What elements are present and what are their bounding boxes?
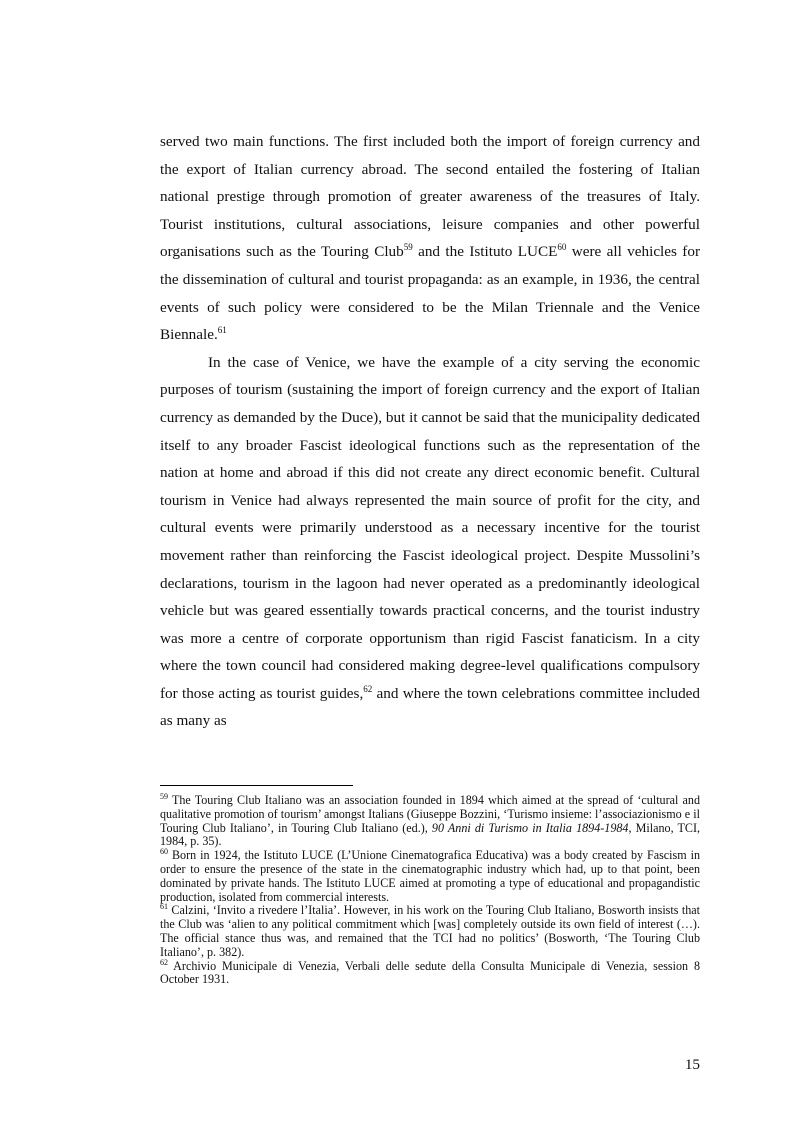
body-text xyxy=(160,128,700,735)
footnote-text: Archivio Municipale di Venezia, Verbali delle sedute della Consulta Municipale di Venezia, session 8 October 1931. xyxy=(160,958,700,987)
footnote-61 xyxy=(160,904,700,959)
footnote-number: 62 xyxy=(160,957,168,967)
footnote-ref-62[interactable]: 62 xyxy=(363,683,373,694)
paragraph-1-text: and the Istituto LUCE xyxy=(412,243,558,261)
footnote-ref-59[interactable]: 59 xyxy=(403,242,413,253)
paragraph-2 xyxy=(160,349,700,735)
footnote-number: 61 xyxy=(160,902,168,912)
paragraph-1-text: were all vehicles for the dissemination of cultural and tourist propaganda: as an example, in 1936, the central events of such policy were considered to be the Milan Triennale and the Venice Biennale. xyxy=(160,243,701,344)
paragraph-1 xyxy=(160,128,700,349)
footnote-text: Calzini, ‘Invito a rivedere l’Italia’. However, in his work on the Touring Club Italiano, Bosworth insists that the Club was ‘alien to any political commitment which [was] completely outside its own field of interest (…). The official stance thus was, and remained that the TCI had no politics’ (Bosworth, ‘The Touring Club Italiano’, p. 382). xyxy=(160,903,700,959)
footnote-text: The Touring Club Italiano was an association founded in 1894 which aimed at the spread of ‘cultural and qualitative promotion of tourism’ amongst Italians (Giuseppe Bozzini, ‘Turismo insieme: l’associazionismo e il Touring Club Italiano’, in Touring Club Italiano (ed.), xyxy=(160,793,700,835)
footnote-62 xyxy=(160,957,700,988)
footnote-60 xyxy=(160,849,700,904)
footnote-number: 59 xyxy=(160,791,168,801)
footnote-ref-61[interactable]: 61 xyxy=(217,325,227,336)
footnote-text: Born in 1924, the Istituto LUCE (L’Unione Cinematografica Educativa) was a body created by Fascism in order to ensure the presence of the state in the cinematographic industry which had, up to that point, been dominated by private hands. The Istituto LUCE aimed at promoting a type of educational and propagandistic production, isolated from commercial interests. xyxy=(160,848,700,904)
footnote-number: 60 xyxy=(160,847,168,857)
footnote-text: , Milano, TCI, 1984, p. 35). xyxy=(160,820,701,849)
footnote-book-title: 90 Anni di Turismo in Italia 1894-1984 xyxy=(431,820,629,835)
footnote-separator xyxy=(160,785,353,786)
footnotes xyxy=(160,791,701,987)
page-number: 15 xyxy=(684,1056,700,1073)
footnote-ref-60[interactable]: 60 xyxy=(557,242,567,253)
paragraph-1-text: served two main functions. The first included both the import of foreign currency and the export of Italian currency abroad. The second entailed the fostering of Italian national prestige through promotion of greater awareness of the treasures of Italy. Tourist institutions, cultural associations, leisure companies and other powerful organisations such as the Touring Club xyxy=(160,133,700,261)
paragraph-2-text: In the case of Venice, we have the example of a city serving the economic purposes of tourism (sustaining the import of foreign currency and the export of Italian currency as demanded by the Duce), but it cannot be said that the municipality dedicated itself to any broader Fascist ideological functions such as the representation of the nation at home and abroad if this did not create any direct economic benefit. Cultural tourism in Venice had always represented the main source of profit for the city, and cultural events were primarily understood as a necessary incentive for the tourist movement rather than reinforcing the Fascist ideological project. Despite Mussolini’s declarations, tourism in the lagoon had never operated as a predominantly ideological vehicle but was geared essentially towards practical concerns, and the tourist industry was more a centre of corporate opportunism than rigid Fascist fanaticism. In a city where the town council had considered making degree-level qualifications compulsory for those acting as tourist guides, xyxy=(160,353,700,702)
footnote-59 xyxy=(160,791,701,849)
paragraph-2-text: and where the town celebrations committee included as many as xyxy=(160,684,701,730)
